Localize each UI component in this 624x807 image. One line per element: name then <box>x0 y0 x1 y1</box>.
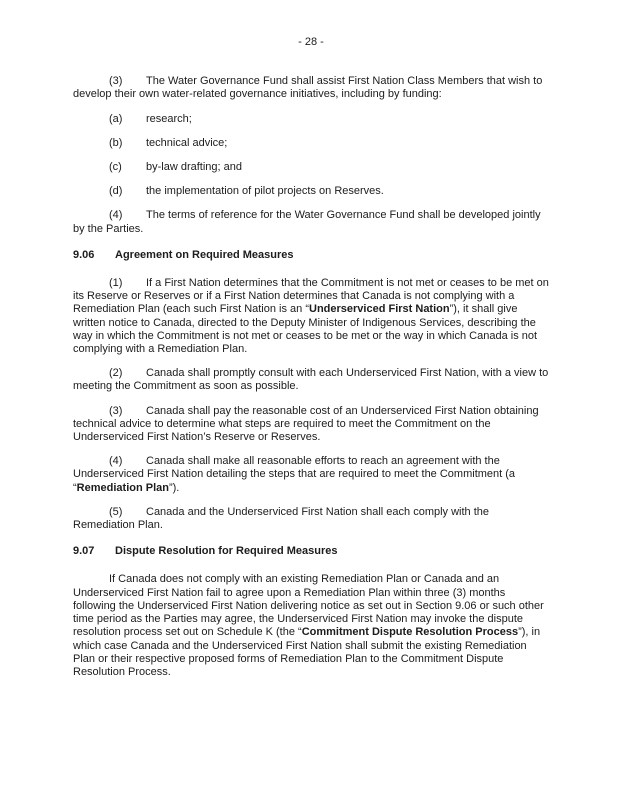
paragraph-text: ”), in which case Canada and the Underserviced First Nation shall submit the existing Remediation Plan or their respective proposed forms of Remediation Plan to the Commitment Dispute Resolution Process. <box>73 626 541 678</box>
paragraph-text: Canada and the Underserviced First Nation shall each comply with the Remediation Plan. <box>73 505 490 532</box>
paragraph-text: The Water Governance Fund shall assist First Nation Class Members that wish to develop their own water-related governance initiatives, including by funding: <box>73 75 543 101</box>
paragraph-marker: (4) <box>109 455 123 468</box>
list-item-b <box>73 137 549 150</box>
paragraph-marker: (2) <box>109 367 123 380</box>
section-title: Dispute Resolution for Required Measures <box>115 545 338 558</box>
paragraph-text: If Canada does not comply with an existing Remediation Plan or Canada and an Underserviced First Nation fail to agree upon a Remediation Plan within three (3) months following the Underserviced First Nation delivering notice as set out in Section 9.06 or such other time period as the Parties may agree, the Underserviced First Nation may invoke the dispute resolution process set out on Schedule K (the “ <box>73 573 544 639</box>
defined-term: Commitment Dispute Resolution Process <box>301 626 519 639</box>
list-marker: (c) <box>109 161 122 174</box>
paragraph-text: The terms of reference for the Water Governance Fund shall be developed jointly by the Parties. <box>73 209 541 235</box>
paragraph-906-5 <box>73 506 549 532</box>
paragraph-marker: (3) <box>109 75 123 88</box>
paragraph-text: ”), it shall give written notice to Canada, directed to the Deputy Minister of Indigenous Services, describing the way in which the Commitment is not met or ceases to be met or the way in which Canada is not complying with a Remediation Plan. <box>73 303 538 356</box>
section-number: 9.06 <box>73 248 95 261</box>
section-heading-907 <box>73 545 549 558</box>
paragraph-marker: (3) <box>109 404 123 417</box>
paragraph-marker: (1) <box>109 277 123 290</box>
paragraph-906-3 <box>73 405 549 445</box>
paragraph-text: ”). <box>168 481 180 494</box>
list-marker: (a) <box>109 112 123 125</box>
paragraph-text: Canada shall pay the reasonable cost of an Underserviced First Nation obtaining technical advice to determine what steps are required to meet the Commitment on the Underserviced First Nation’s Reserve or Reserves. <box>73 404 539 444</box>
paragraph-text: If a First Nation determines that the Commitment is not met or ceases to be met on its Reserve or Reserves or if a First Nation determines that Canada is not complying with a Remediation Plan (each such First Nation is an “ <box>73 277 549 316</box>
paragraph-text: Canada shall promptly consult with each Underserviced First Nation, with a view to meeting the Commitment as soon as possible. <box>73 367 549 393</box>
list-item-a <box>73 113 549 126</box>
paragraph-marker: (5) <box>109 505 123 518</box>
list-marker: (d) <box>109 185 123 198</box>
list-item-d <box>73 185 549 198</box>
paragraph-906-2 <box>73 367 549 393</box>
section-title: Agreement on Required Measures <box>115 248 294 261</box>
paragraph-text: Canada shall make all reasonable efforts to reach an agreement with the Underserviced First Nation detailing the steps that are required to meet the Commitment (a “ <box>73 455 516 494</box>
defined-term: Remediation Plan <box>76 481 169 494</box>
list-item-c <box>73 161 549 174</box>
defined-term: Underserviced First Nation <box>309 303 450 316</box>
list-item-text: research; <box>146 112 192 125</box>
paragraph-906-1 <box>73 277 549 356</box>
page-number: - 28 - <box>298 36 324 48</box>
list-item-text: technical advice; <box>146 136 228 149</box>
list-item-text: by-law drafting; and <box>146 161 242 174</box>
section-number: 9.07 <box>73 545 95 558</box>
paragraph-marker: (4) <box>109 209 123 222</box>
paragraph-907-1 <box>73 573 549 679</box>
paragraph-wgf-3 <box>73 75 549 101</box>
paragraph-wgf-4 <box>73 209 549 235</box>
section-heading-906 <box>73 249 549 262</box>
list-item-text: the implementation of pilot projects on Reserves. <box>146 185 384 198</box>
paragraph-906-4 <box>73 455 549 495</box>
list-marker: (b) <box>109 136 123 149</box>
